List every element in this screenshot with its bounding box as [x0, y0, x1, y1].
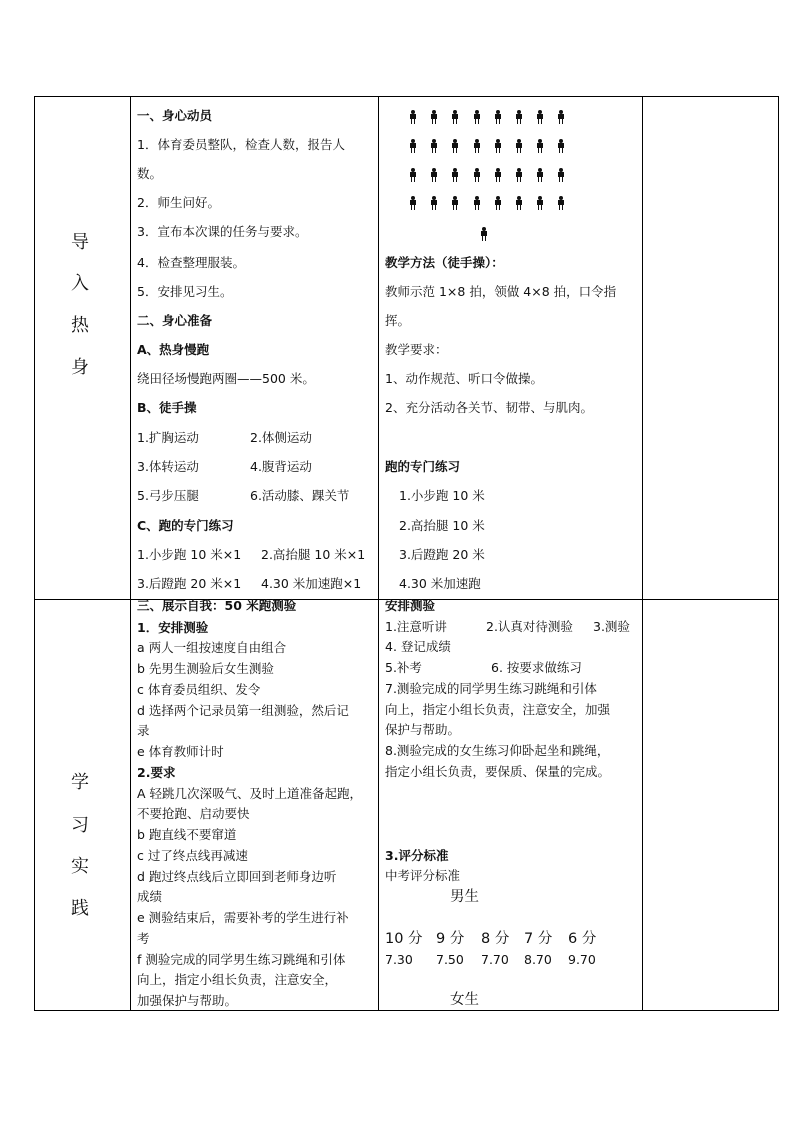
- student-figure-icon: [557, 168, 565, 182]
- student-figure-icon: [557, 196, 565, 210]
- step-item: 2.认真对待测验: [486, 619, 573, 634]
- step-item: 6. 按要求做练习: [491, 660, 582, 675]
- student-figure-icon: [494, 139, 502, 153]
- student-figure-icon: [430, 139, 438, 153]
- student-figure-icon: [473, 139, 481, 153]
- student-figure-icon: [451, 168, 459, 182]
- text-line: 5．安排见习生。: [137, 284, 233, 299]
- time-value: 7.50: [436, 952, 464, 967]
- student-figure-icon: [409, 110, 417, 124]
- section-label-practice: 学: [71, 772, 89, 793]
- text-line: 指定小组长负责，要保质、保量的完成。: [385, 764, 611, 779]
- exercise-item: 4.腹背运动: [250, 459, 312, 474]
- heading-teaching-method: 教学方法（徒手操）：: [385, 255, 504, 270]
- drill-item: 2.高抬腿 10 米: [399, 518, 485, 533]
- text-line: 3．宣布本次课的任务与要求。: [137, 224, 308, 239]
- text-line: f 测验完成的同学男生练习跳绳和引体: [137, 952, 346, 967]
- text-line: d 跑过终点线后立即回到老师身边听: [137, 869, 337, 884]
- text-line: 加强保护与帮助。: [137, 993, 238, 1008]
- text-line: 成绩: [137, 889, 163, 904]
- text-line: 绕田径场慢跑两圈——500 米。: [137, 371, 315, 386]
- drill-item: 4.30 米加速跑×1: [261, 576, 362, 591]
- section-label-intro: 热: [71, 315, 89, 336]
- text-line: e 体育教师计时: [137, 744, 224, 759]
- text-line: 数。: [137, 166, 163, 181]
- heading-self-display: 三、展示自我：50 米跑测验: [137, 598, 297, 613]
- text-line: a 两人一组按速度自由组合: [137, 640, 287, 655]
- score-header: 7 分: [524, 931, 553, 947]
- student-figure-icon: [515, 139, 523, 153]
- time-value: 9.70: [568, 952, 596, 967]
- subheading-warmup-jog: A、热身慢跑: [137, 342, 210, 357]
- student-figure-icon: [536, 196, 544, 210]
- student-figure-icon: [473, 196, 481, 210]
- text-line: 2、充分活动各关节、韧带、与肌肉。: [385, 400, 593, 415]
- time-value: 8.70: [524, 952, 552, 967]
- student-figure-icon: [494, 196, 502, 210]
- student-figure-icon: [430, 196, 438, 210]
- section-label-intro: 导: [71, 232, 89, 253]
- student-figure-icon: [515, 168, 523, 182]
- subheading-requirements: 2.要求: [137, 765, 176, 780]
- text-line: 向上，指定小组长负责，注意安全，: [137, 972, 338, 987]
- student-figure-icon: [409, 139, 417, 153]
- drill-item: 3.后蹬跑 20 米×1: [137, 576, 242, 591]
- exercise-item: 3.体转运动: [137, 459, 199, 474]
- text-line: 1．体育委员整队，检查人数，报告人: [137, 137, 345, 152]
- drill-item: 4.30 米加速跑: [399, 576, 481, 591]
- score-header: 10 分: [385, 931, 423, 947]
- student-figure-icon: [536, 110, 544, 124]
- heading-preparation: 二、身心准备: [137, 313, 213, 328]
- scoring-female-label: 女生: [450, 992, 479, 1008]
- student-figure-icon: [409, 168, 417, 182]
- text-line: 保护与帮助。: [385, 722, 461, 737]
- heading-arrange-test: 安排测验: [385, 598, 436, 613]
- student-figure-icon: [536, 168, 544, 182]
- time-value: 7.30: [385, 952, 413, 967]
- text-line: 不要抢跑、启动要快: [137, 806, 250, 821]
- student-figure-icon: [515, 196, 523, 210]
- exercise-item: 2.体侧运动: [250, 430, 312, 445]
- section-label-practice: 实: [71, 856, 89, 877]
- text-line: 挥。: [385, 313, 411, 328]
- subheading-freehand-exercise: B、徒手操: [137, 400, 197, 415]
- scoring-male-label: 男生: [450, 889, 479, 905]
- score-header: 8 分: [481, 931, 510, 947]
- score-header: 6 分: [568, 931, 597, 947]
- step-item: 4. 登记成绩: [385, 639, 451, 654]
- column-divider: [130, 97, 131, 1010]
- heading-teaching-requirements: 教学要求：: [385, 342, 448, 357]
- text-line: A 轻跳几次深吸气、及时上道准备起跑，: [137, 786, 363, 801]
- text-line: b 跑直线不要窜道: [137, 827, 237, 842]
- student-figure-icon: [409, 196, 417, 210]
- student-figure-icon: [515, 110, 523, 124]
- section-label-intro: 入: [71, 273, 89, 294]
- step-item: 3.测验: [593, 619, 630, 634]
- student-figure-icon: [494, 110, 502, 124]
- text-line: 2．师生问好。: [137, 195, 220, 210]
- text-line: 考: [137, 931, 150, 946]
- student-figure-icon: [451, 196, 459, 210]
- text-line: 向上，指定小组长负责，注意安全，加强: [385, 702, 611, 717]
- text-line: 7.测验完成的同学男生练习跳绳和引体: [385, 681, 597, 696]
- column-divider: [378, 97, 379, 1010]
- teacher-figure-icon: [480, 227, 488, 241]
- text-line: e 测验结束后，需要补考的学生进行补: [137, 910, 349, 925]
- text-line: c 过了终点线再减速: [137, 848, 248, 863]
- column-divider: [642, 97, 643, 1010]
- student-figure-icon: [451, 110, 459, 124]
- drill-item: 1.小步跑 10 米×1: [137, 547, 242, 562]
- exercise-item: 6.活动膝、踝关节: [250, 488, 350, 503]
- student-figure-icon: [473, 168, 481, 182]
- text-line: 8.测验完成的女生练习仰卧起坐和跳绳，: [385, 743, 610, 758]
- student-figure-icon: [473, 110, 481, 124]
- heading-mobilization: 一、身心动员: [137, 108, 213, 123]
- text-line: d 选择两个记录员第一组测验，然后记: [137, 703, 349, 718]
- text-line: c 体育委员组织、发令: [137, 682, 261, 697]
- time-value: 7.70: [481, 952, 509, 967]
- section-label-practice: 习: [71, 815, 89, 836]
- text-line: 1、动作规范、听口令做操。: [385, 371, 543, 386]
- text-line: 教师示范 1×8 拍，领做 4×8 拍，口令指: [385, 284, 617, 299]
- text-line: 4．检查整理服装。: [137, 255, 245, 270]
- step-item: 1.注意听讲: [385, 619, 447, 634]
- score-header: 9 分: [436, 931, 465, 947]
- subheading-arrange-test: 1．安排测验: [137, 620, 209, 635]
- exercise-item: 1.扩胸运动: [137, 430, 199, 445]
- drill-item: 1.小步跑 10 米: [399, 488, 485, 503]
- student-figure-icon: [557, 139, 565, 153]
- drill-item: 3.后蹬跑 20 米: [399, 547, 485, 562]
- student-figure-icon: [557, 110, 565, 124]
- text-line: b 先男生测验后女生测验: [137, 661, 274, 676]
- step-item: 5.补考: [385, 660, 422, 675]
- text-line: 录: [137, 723, 150, 738]
- section-label-practice: 践: [71, 898, 89, 919]
- student-figure-icon: [536, 139, 544, 153]
- student-figure-icon: [430, 110, 438, 124]
- exercise-item: 5.弓步压腿: [137, 488, 199, 503]
- drill-item: 2.高抬腿 10 米×1: [261, 547, 366, 562]
- student-figure-icon: [451, 139, 459, 153]
- subheading-running-drills: C、跑的专门练习: [137, 518, 234, 533]
- student-figure-icon: [430, 168, 438, 182]
- heading-scoring-standard: 3.评分标准: [385, 848, 449, 863]
- student-figure-icon: [494, 168, 502, 182]
- section-label-intro: 身: [71, 357, 89, 378]
- text-line: 中考评分标准: [385, 868, 461, 883]
- heading-running-drills: 跑的专门练习: [385, 459, 461, 474]
